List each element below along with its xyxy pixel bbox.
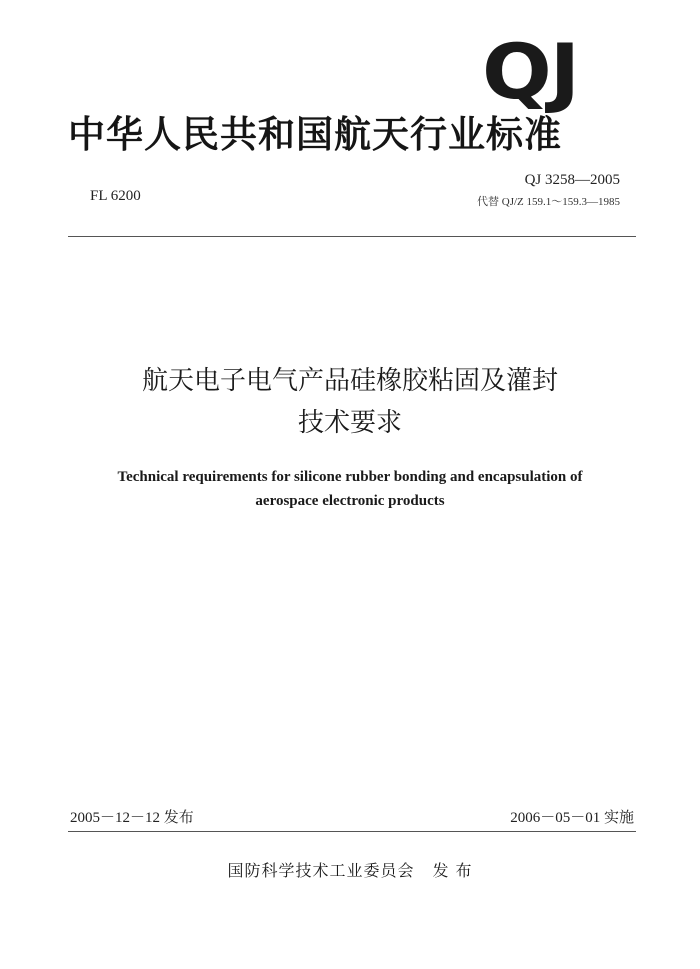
replaces-note: 代替 QJ/Z 159.1～159.3—1985 bbox=[477, 196, 620, 208]
title-zh-line-1: 航天电子电气产品硅橡胶粘固及灌封 bbox=[141, 366, 558, 396]
qj-logo: QJ bbox=[482, 27, 579, 116]
publisher-line bbox=[0, 858, 700, 881]
title-zh-line-2: 技术要求 bbox=[297, 408, 402, 438]
publish-label: 发 布 bbox=[432, 861, 473, 880]
document-title-english bbox=[0, 465, 700, 513]
publisher-name: 国防科学技术工业委员会 bbox=[227, 861, 415, 880]
implementation-date: 2006－05－01 实施 bbox=[510, 810, 634, 826]
standard-category-title: 中华人民共和国航天行业标准 bbox=[68, 113, 562, 156]
issue-date: 2005－12－12 发布 bbox=[70, 810, 194, 826]
footer-divider bbox=[68, 831, 636, 832]
document-title-chinese bbox=[0, 360, 700, 444]
fl-classification-code: FL 6200 bbox=[90, 188, 141, 204]
title-en-line-2: aerospace electronic products bbox=[255, 493, 445, 509]
standard-number: QJ 3258—2005 bbox=[524, 172, 620, 188]
header-divider bbox=[68, 236, 636, 237]
title-en-line-1: Technical requirements for silicone rubber bonding and encapsulation of bbox=[117, 469, 583, 485]
